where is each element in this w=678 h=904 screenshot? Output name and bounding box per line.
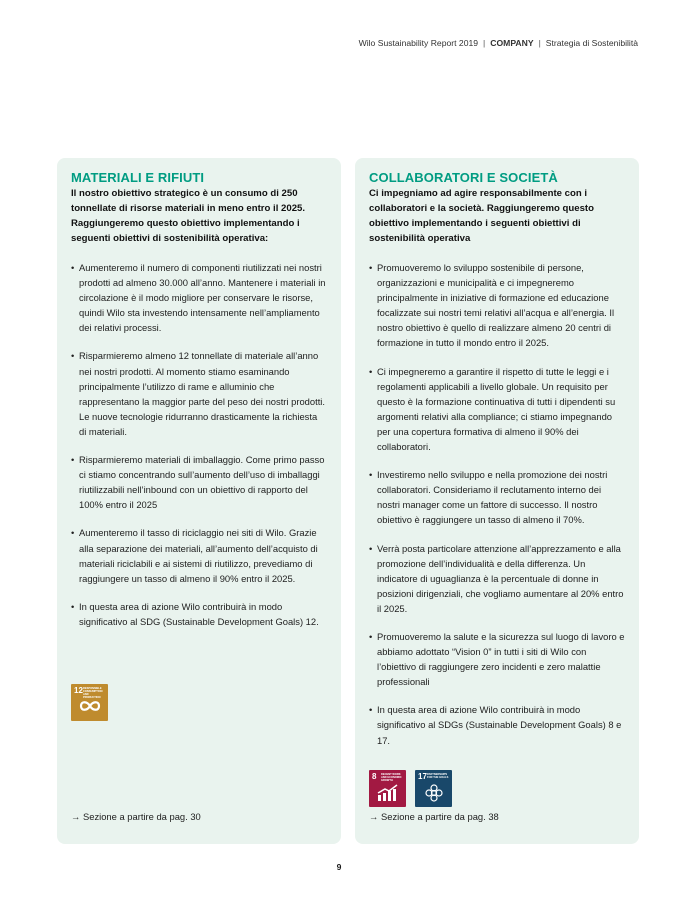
header-section: Strategia di Sostenibilità xyxy=(545,38,638,48)
list-item: • Risparmieremo materiali di imballaggio. Come primo passo ci stiamo concentrando sull’aumento dell’uso di imballaggi riutilizzabili nell’inbound con un obiettivo di rapporto del 100% entro il 2025 xyxy=(71,452,327,512)
sdg-8-badge xyxy=(369,770,406,807)
panel-materiali-rifiuti xyxy=(57,158,341,844)
header-company: COMPANY xyxy=(490,38,534,48)
list-item: • In questa area di azione Wilo contribuirà in modo significativo al SDGs (Sustainable Development Goals) 8 e 17. xyxy=(369,702,625,747)
list-item: • Investiremo nello sviluppo e nella promozione dei nostri collaboratori. Consideriamo il reclutamento interno dei nostri manager come un fattore di successo. Il nostro obiettivo è raggiungere un tasso di almeno il 70%. xyxy=(369,467,625,527)
panel-intro: Il nostro obiettivo strategico è un consumo di 250 tonnellate di risorse materiali in meno entro il 2025. Raggiungeremo questo obiettivo implementando i seguenti obiettivi di sostenibilità operativa: xyxy=(71,188,306,244)
sdg-label: PARTNERSHIPS FOR THE GOALS xyxy=(427,773,449,779)
growth-chart-icon xyxy=(375,784,401,802)
section-link[interactable]: → Sezione a partire da pag. 30 xyxy=(71,811,201,822)
list-item: • Ci impegneremo a garantire il rispetto di tutte le leggi e i regolamenti applicabili a livello globale. Un requisito per questo è la formazione continuativa di tutti i dipendenti su argomenti relativi alla compliance; ci stiamo impegnando per una copertura formativa di almeno il 90% dei collaboratori. xyxy=(369,364,625,455)
sdg-label: DECENT WORK AND ECONOMIC GROWTH xyxy=(381,773,402,782)
panel-title: COLLABORATORI E SOCIETÀ xyxy=(369,170,558,185)
goals-list xyxy=(71,260,327,629)
page-header xyxy=(359,38,638,48)
sdg-label: RESPONSIBLE CONSUMPTION AND PRODUCTION xyxy=(83,687,103,699)
sdg-17-badge xyxy=(415,770,452,807)
page-number: 9 xyxy=(336,862,342,872)
infinity-icon xyxy=(77,698,103,714)
sdg-icons xyxy=(369,770,452,807)
list-item: • In questa area di azione Wilo contribuirà in modo significativo al SDG (Sustainable Development Goals) 12. xyxy=(71,599,327,629)
header-separator: | xyxy=(538,38,541,48)
sdg-icons xyxy=(71,684,108,721)
panel-collaboratori-societa xyxy=(355,158,639,844)
partnership-flower-icon xyxy=(421,784,447,802)
report-title: Wilo Sustainability Report 2019 xyxy=(358,38,479,48)
list-item: • Promuoveremo la salute e la sicurezza sul luogo di lavoro e abbiamo adottato “Vision 0” in tutti i siti di Wilo con l’obiettivo di raggiungere zero incidenti e zero malattie professionali xyxy=(369,629,625,689)
sdg-12-badge xyxy=(71,684,108,721)
panel-title: MATERIALI E RIFIUTI xyxy=(71,170,205,185)
list-item: • Promuoveremo lo sviluppo sostenibile di persone, organizzazioni e municipalità e ci impegneremo principalmente in iniziative di formazione ed educazione focalizzate sui nostri temi relativi all’acqua e all’energia. Il nostro obiettivo è quello di realizzare almeno 20 centri di formazione in tutto il mondo entro il 2025. xyxy=(369,260,625,351)
list-item: • Aumenteremo il numero di componenti riutilizzati nei nostri prodotti ad almeno 30.000 all’anno. Mantenere i materiali in circolazione è il modo migliore per conservare le risorse, quindi Wilo sta investendo intensamente nell’ampliamento dei relativi processi. xyxy=(71,260,327,335)
goals-list xyxy=(369,260,625,748)
header-separator: | xyxy=(483,38,486,48)
section-link[interactable]: → Sezione a partire da pag. 38 xyxy=(369,811,499,822)
sdg-number: 12 xyxy=(74,686,83,695)
list-item: • Verrà posta particolare attenzione all’apprezzamento e alla promozione dell’individualità e della differenza. Un indicatore di uguaglianza è la percentuale di donne in posizioni dirigenziali, che vogliamo aumentare al 20% entro il 2025. xyxy=(369,541,625,616)
sdg-number: 17 xyxy=(418,772,427,781)
list-item: • Risparmieremo almeno 12 tonnellate di materiale all’anno nei nostri prodotti. Al momento stiamo esaminando principalmente l’utilizzo di rame e alluminio che rappresentano la maggior parte del peso dei nostri prodotti. Le nuove tecnologie ridurranno drasticamente la richiesta di materiali. xyxy=(71,348,327,439)
sdg-number: 8 xyxy=(372,772,377,781)
panel-intro: Ci impegniamo ad agire responsabilmente con i collaboratori e la società. Raggiungeremo questo obiettivo implementando i seguenti obiettivi di sostenibilità operativa xyxy=(369,188,594,244)
list-item: • Aumenteremo il tasso di riciclaggio nei siti di Wilo. Grazie alla separazione dei materiali, all’aumento dell’acquisto di materiali riciclabili e ai sistemi di riutilizzo, prevediamo di raggiungere un tasso di almeno il 90% entro il 2025. xyxy=(71,525,327,585)
